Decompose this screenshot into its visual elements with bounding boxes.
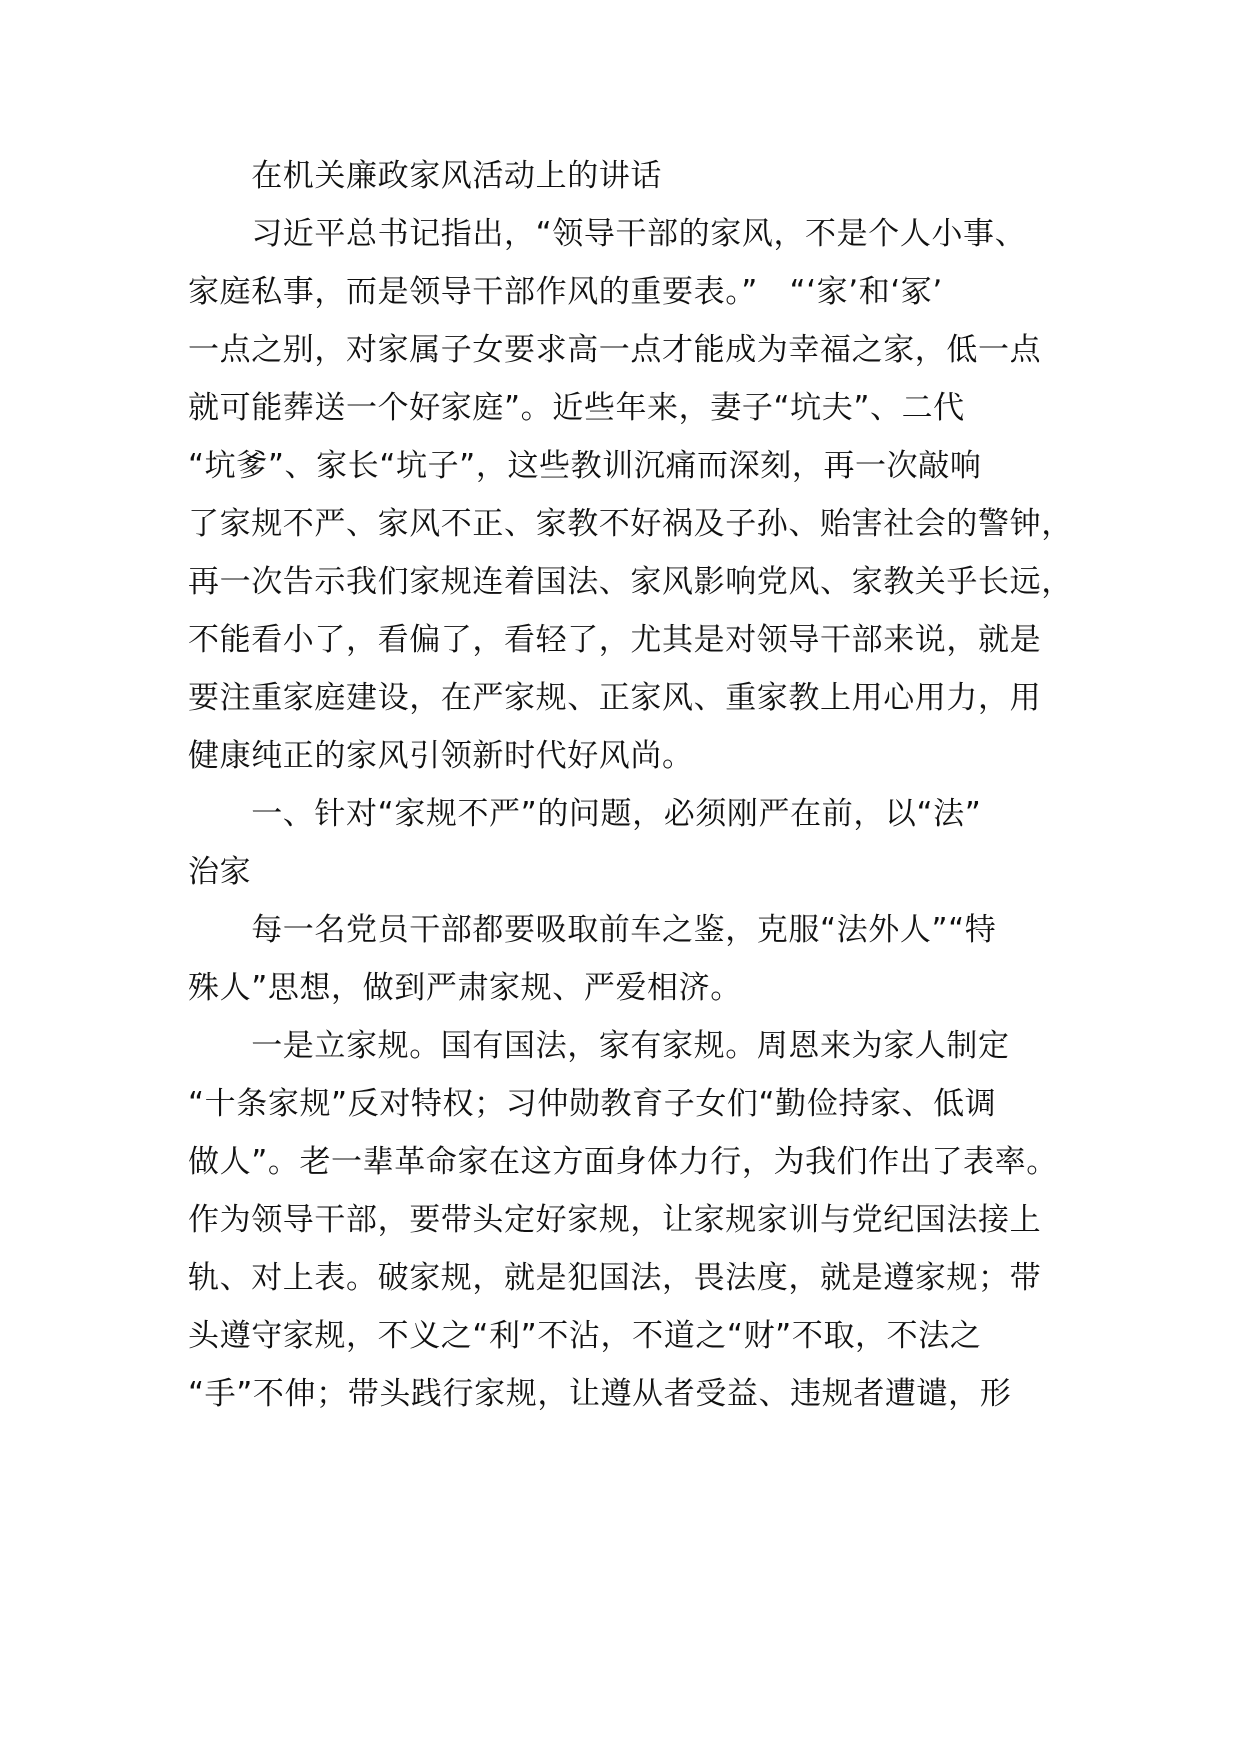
paragraph-line: 每一名党员干部都要吸取前车之鉴，克服“法外人”“特 xyxy=(188,912,997,948)
paragraph-line: 要注重家庭建设，在严家规、正家风、重家教上用心用力，用 xyxy=(188,680,1042,716)
document-title: 在机关廉政家风活动上的讲话 xyxy=(188,158,662,194)
paragraph-line: “手”不伸；带头践行家规，让遵从者受益、违规者遭谴，形 xyxy=(188,1376,1012,1412)
paragraph-line: 头遵守家规，不义之“利”不沾，不道之“财”不取，不法之 xyxy=(188,1318,982,1354)
paragraph-line: 一是立家规。国有国法，家有家规。周恩来为家人制定 xyxy=(188,1028,1010,1064)
paragraph-line: 不能看小了，看偏了，看轻了，尤其是对领导干部来说，就是 xyxy=(188,622,1042,658)
paragraph-line: 家庭私事，而是领导干部作风的重要表。” “‘家’和‘冢’ xyxy=(188,274,943,310)
paragraph-line: 一点之别，对家属子女要求高一点才能成为幸福之家，低一点 xyxy=(188,332,1042,368)
section-heading-line: 治家 xyxy=(188,854,252,890)
paragraph-line: 就可能葬送一个好家庭”。近些年来，妻子“坑夫”、二代 xyxy=(188,390,965,426)
paragraph-line: 健康纯正的家风引领新时代好风尚。 xyxy=(188,738,694,774)
paragraph-line: “十条家规”反对特权；习仲勋教育子女们“勤俭持家、低调 xyxy=(188,1086,997,1122)
paragraph-line: 殊人”思想，做到严肃家规、严爱相济。 xyxy=(188,970,742,1006)
paragraph-line: 轨、对上表。破家规，就是犯国法，畏法度，就是遵家规；带 xyxy=(188,1260,1042,1296)
section-heading-line: 一、针对“家规不严”的问题，必须刚严在前，以“法” xyxy=(188,796,982,832)
paragraph-line: 作为领导干部，要带头定好家规，让家规家训与党纪国法接上 xyxy=(188,1202,1042,1238)
paragraph-line: “坑爹”、家长“坑子”，这些教训沉痛而深刻，再一次敲响 xyxy=(188,448,982,484)
paragraph-line: 做人”。老一辈革命家在这方面身体力行，为我们作出了表率。 xyxy=(188,1144,1058,1180)
paragraph-line: 习近平总书记指出，“领导干部的家风，不是个人小事、 xyxy=(188,216,1027,252)
paragraph-line: 再一次告示我们家规连着国法、家风影响党风、家教关乎长远， xyxy=(188,564,1073,600)
paragraph-line: 了家规不严、家风不正、家教不好祸及子孙、贻害社会的警钟， xyxy=(188,506,1073,542)
